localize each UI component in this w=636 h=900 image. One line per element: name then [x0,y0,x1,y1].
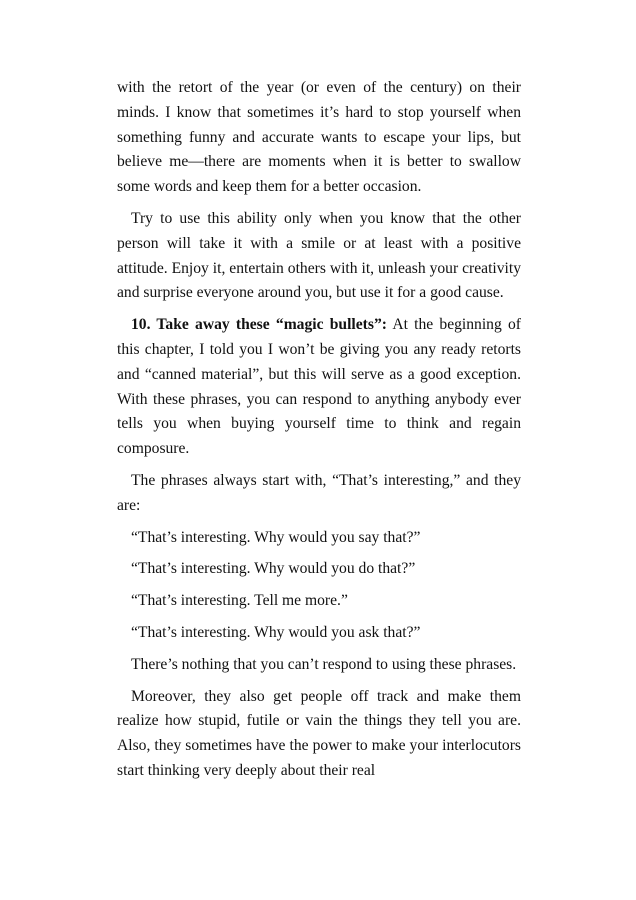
paragraph-phrases-intro: The phrases always start with, “That’s interesting,” and they are: [117,471,521,514]
magic-bullets-body: At the beginning of this chapter, I told you I won’t be giving you any ready retorts and “canned material”, but this will serve as a good exception. With these phrases, you can respond to anything anybody ever tells you when buying yourself time to think and regain composure. [117,316,521,458]
phrase-say-that: “That’s interesting. Why would you say that?” [131,528,421,546]
magic-bullets-heading: 10. Take away these “magic bullets”: [131,316,387,334]
paragraph-nothing-cant-respond: There’s nothing that you can’t respond to using these phrases. [131,655,517,673]
phrase-do-that: “That’s interesting. Why would you do that?” [131,560,416,578]
paragraph-retort-continuation: with the retort of the year (or even of the century) on their minds. I know that sometimes it’s hard to stop yourself when something funny and accurate wants to escape your lips, but believe me—there are moments when it is better to swallow some words and keep them for a better occasion. [117,79,521,196]
paragraph-use-ability: Try to use this ability only when you know that the other person will take it with a smile or at least with a positive attitude. Enjoy it, entertain others with it, unleash your creativity and surprise everyone around you, but use it for a good cause. [117,209,521,302]
phrase-ask-that: “That’s interesting. Why would you ask that?” [131,623,421,641]
paragraph-magic-bullets [117,313,521,462]
phrase-tell-me-more: “That’s interesting. Tell me more.” [131,592,348,610]
page-body [117,76,521,791]
paragraph-moreover: Moreover, they also get people off track and make them realize how stupid, futile or vain the things they tell you are. Also, they sometimes have the power to make your interlocutors start thinking very deeply about their real [117,687,521,779]
